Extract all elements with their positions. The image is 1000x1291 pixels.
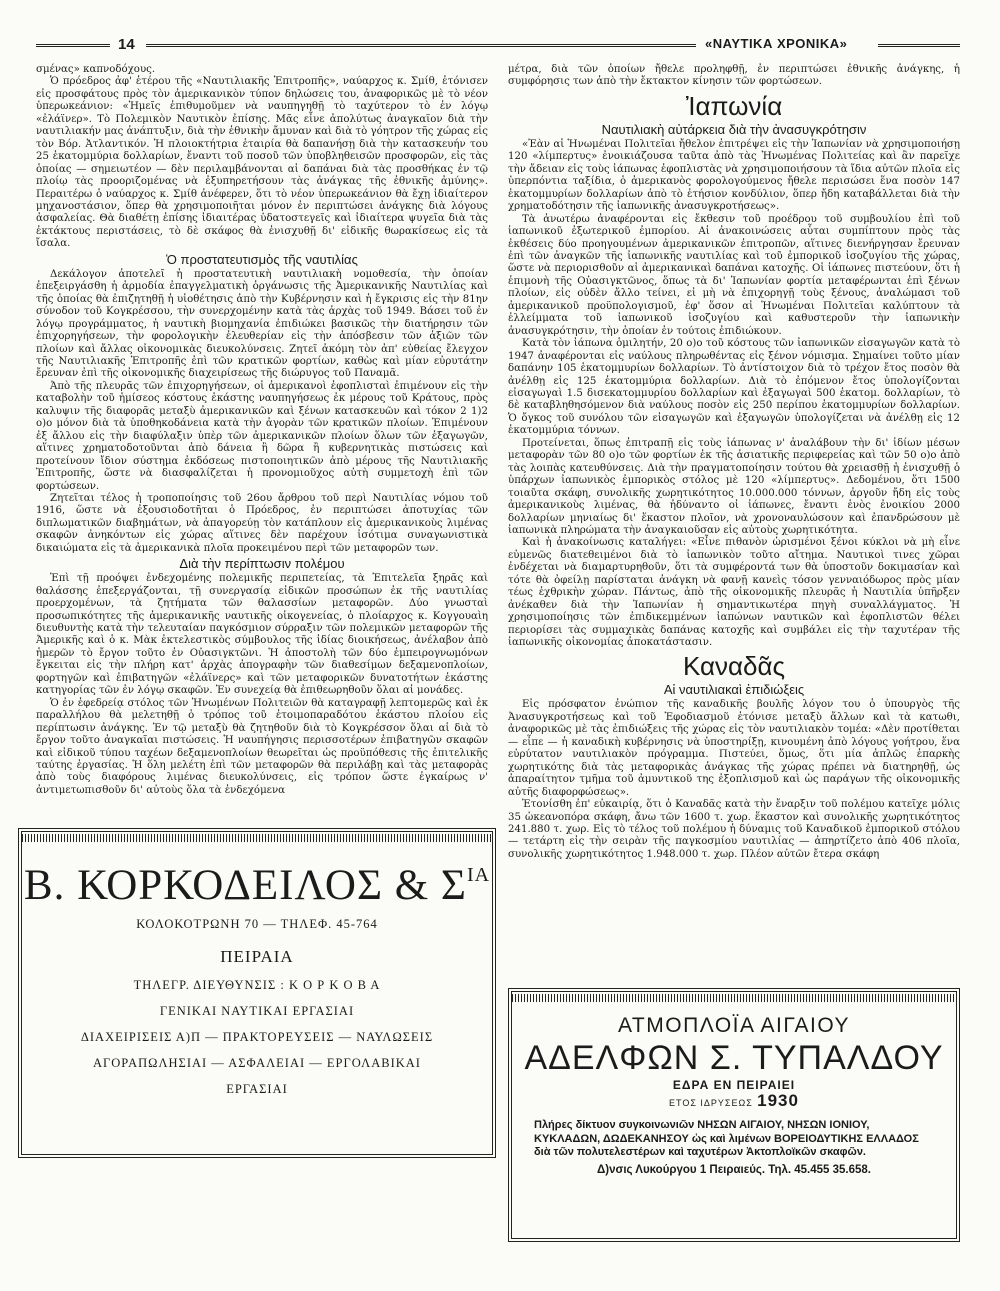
paragraph: Καὶ ἡ ἀνακοίνωσις καταλήγει: «Εἶνε πιθανὸν ὡρισμένοι ξένοι κύκλοι νὰ μὴ εἶνε εὐμενῶς διατεθειμένοι διὰ τὸ ἰαπωνικὸν τοῦτο αἴτημα. Ναυτικοὶ τινες χῶραι ἐνδέχεται νὰ διαμαρτυρηθοῦν, ὅτι τὰ συμφέροντά των θὰ ὑποστοῦν δοκιμασίαν καὶ τότε θὰ ὀφείλῃ παρίσταται ἀνάγκη νὰ φανῇ κανεὶς τόσον γενναιόδωρος πρὸς μίαν τέως ἐχθρικὴν χώραν. Πάντως, ἀπὸ τῆς οἰκονομικῆς πλευρᾶς ἡ Ναυτιλία ὑπῆρξεν ἀνέκαθεν διὰ τὴν Ἰαπωνίαν ἡ σημαντικωτέρα πηγὴ συναλλάγματος. Ἡ χρησιμοποίησις τῶν ἐπιδικεμμένων ἰαπώνων ναυτικῶν καὶ ἐφοπλιστῶν θέλει περιορίσει τὰς συμμαχικὰς δαπάνας κατοχῆς καὶ συμβάλει εἰς τὴν ταχυτέραν τῆς ἰαπωνικῆς οἰκονομίας ἀποκατάστασιν.	[508, 537, 960, 649]
paragraph: Εἰς πρόσφατον ἐνώπιον τῆς καναδικῆς βουλῆς λόγον του ὁ ὑπουργὸς τῆς Ἀνασυγκροτήσεως καὶ τοῦ Ἐφοδιασμοῦ ἐτόνισε μεταξὺ ἄλλων καὶ τὰ κατωθι, ἀναφορικῶς μὲ τὰς ἐπιδιώξεις τῆς χώρας εἰς τὸν ναυτιλιακὸν τομέα: «Δὲν προτίθεται — εἶπε — ἡ καναδικὴ κυβέρνησις νὰ ὑποστηρίξῃ, κινουμένη ἀπὸ λόγους γοήτρου, ἕνα εὐρύτατον ναυτιλιακὸν πρόγραμμα. Πιστεύει, ὅμως, ὅτι μία ἁπλῶς ἐπαρκὴς χωρητικότης διὰ τὰς μεταφορικὰς ἀνάγκας τῆς χώρας πρέπει νὰ διατηρηθῇ, ὡς ἀπαραίτητον τμῆμα τοῦ ἀμυντικοῦ της ἐξοπλισμοῦ καὶ ὡς παράγων τῆς οἰκονομικῆς αὐτῆς διαφορφώσεως».	[508, 699, 960, 798]
section-title-canada: Καναδᾶς	[682, 651, 786, 682]
paragraph: Ἐπὶ τῇ προόψει ἐνδεχομένης πολεμικῆς περιπετείας, τὰ Ἐπιτελεῖα ξηρᾶς καὶ θαλάσσης ἐπεξεργάζονται, τῇ συνεργασίᾳ εἰδικῶν προσώπων ἐκ τῆς ναυτιλίας προερχομένων, τὰ ζητήματα τῶν θαλασσίων μεταφορῶν. Δύο γνωσταὶ προσωπικότητες τῆς ἀμερικανικῆς ναυτικῆς οἰκογενείας, ὁ πλοίαρχος κ. Κογγουαὶη διευθυντὴς κατὰ τὴν τελευταίαν παγκόσμιον σύρραξιν τῶν πολεμικῶν μεταφορῶν τῆς Ἀμερικῆς καὶ ὁ κ. Μὰκ ἐκτελεστικὸς σύμβουλος τῆς ἰδίας διοικήσεως, ἀνέλαβον ἀπὸ ἡμερῶν τὸ ἔργον τοῦτο ἐν Οὐασιγκτῶνι. Ἡ ἀποστολὴ τῶν δύο ἐμπειρογνωμόνων ἔγκειται εἰς τὴν πλήρη κατ' ἀρχὰς ἀπογραφὴν τῶν διαθεσίμων δεξαμενοπλοίων, φορτηγῶν καὶ ἐπιβατηγῶν «ἐλάϊνερς» καὶ τῶν μεταφορικῶν δυνατοτήτων ἑκάστης κατηγορίας τῶν ἐν λόγῳ σκαφῶν. Ἐν συνεχείᾳ θὰ ἐπιθεωρηθοῦν ὅλαι αἱ μονάδες.	[36, 573, 488, 697]
ad-line: ΕΡΓΑΣΙΑΙ	[226, 1082, 288, 1096]
section-heading: Διὰ τὴν περίπτωσιν πολέμου	[179, 556, 345, 572]
paragraph: «Ἐὰν αἱ Ἡνωμέναι Πολιτεῖαι ἤθελον ἐπιτρέψει εἰς τὴν Ἰαπωνίαν νὰ χρησιμοποιήσῃ 120 «λίμπερτυς» ἐνοικιάζουσα ταῦτα ἀπὸ τὰς Ἡνωμένας Πολιτείας καὶ ἂν παρεῖχε τὴν ἄδειαν εἰς τοὺς ἰάπωνας ἐφοπλιστὰς νὰ χρησιμοποιήσουν τὰ ἴδια αὐτῶν πλοῖα εἰς ὑπερπόντια ταξίδια, ὁ ἀμερικανὸς φορολογούμενος ἤθελε περισώσει ἕνα ποσὸν 147 ἑκατομμυρίων δολλαρίων ἀπὸ τὸ ἐτήσιον κονδύλιον, ὅπερ ἤδη καταβάλλεται διὰ τὴν χρηματοδότησιν τῆς ἰαπωνικῆς ἀνασυγκροτήσεως».	[508, 138, 960, 213]
header-rule-left	[36, 44, 110, 47]
left-column	[36, 64, 488, 797]
section-heading: Ὁ προστατευτισμὸς τῆς ναυτιλίας	[166, 251, 358, 267]
section-subtitle: Αἱ ναυτιλιακαὶ ἐπιδιώξεις	[663, 682, 805, 698]
paragraph: σμένας» καπνοδόχους.	[36, 64, 156, 75]
ad-line: ΓΕΝΙΚΑΙ ΝΑΥΤΙΚΑΙ ΕΡΓΑΣΙΑΙ	[159, 1004, 355, 1018]
section-title-japan: Ἰαπωνία	[685, 90, 783, 121]
paragraph: Ἐτονίσθη ἐπ' εὐκαιρίᾳ, ὅτι ὁ Καναδᾶς κατὰ τὴν ἔναρξιν τοῦ πολέμου κατεῖχε μόλις 35 ὠκεανοπόρα σκάφη, ἄνω τῶν 1600 τ. χωρ. ἕκαστον καὶ συνολικῆς χωρητικότητος 241.880 τ. χωρ. Εἰς τὸ τέλος τοῦ πολέμου ἡ δύναμις τοῦ Καναδικοῦ ἐμπορικοῦ στόλου — τετάρτη εἰς τὴν σειρὰν τῆς παγκοσμίου ναυτιλίας — ἀπηρτίζετο ἀπὸ 406 πλοῖα, συνολικῆς χωρητικότητος 1.948.000 τ. χωρ. Πλέον αὐτῶν ἔτερα σκάφη	[508, 799, 960, 860]
masthead: «ΝΑΥΤΙΚΑ ΧΡΟΝΙΚΑ»	[705, 36, 848, 51]
paragraph: Ἀπὸ τῆς πλευρᾶς τῶν ἐπιχορηγήσεων, οἱ ἀμερικανοὶ ἐφοπλισταὶ ἐπιμένουν εἰς τὴν καταβολὴν τοῦ ἡμίσεος κόστους ἑκάστης ναυπηγήσεως ἐκ μέρους τοῦ Κράτους, πρὸς καλυψιν τῆς διαφορᾶς μεταξὺ ἀμερικανικῶν καὶ ξένων κατασκευῶν καὶ τόκον 2 1)2 ο)ο μόνον διὰ τὰ ὑποθηκοδάνεια κατὰ τὴν ἀγορὰν τῶν κρατικῶν πλοίων. Ἐπιμένουν ἐξ ἄλλου εἰς τὴν διαφύλαξιν ὑπὲρ τῶν ἀμερικανικῶν πλοίων ὅλων τῶν ἐξαγωγῶν, αἵτινες χρηματοδοτοῦνται ἀπὸ δάνεια ἢ δῶρα ἢ κυβερνητικὰς πιστώσεις καὶ προτείνουν ἴδιον σύστημα ἐκδόσεως πιστοποιητικῶν ἀπὸ μέρους τῆς Ναυτιλιακῆς Ἐπιτροπῆς, ὥστε νὰ διασφαλίζεται ἡ προνομιοῦχος αὐτὴ συμμετοχὴ ἐπὶ τῶν φορτώσεων.	[36, 380, 488, 492]
ad-line: ΑΓΟΡΑΠΩΛΗΣΙΑΙ — ΑΣΦΑΛΕΙΑΙ — ΕΡΓΟΛΑΒΙΚΑΙ	[93, 1056, 421, 1070]
paragraph: Δεκάλογον ἀποτελεῖ ἡ προστατευτικὴ ναυτιλιακὴ νομοθεσία, τὴν ὁποίαν ἐπεξειργάσθη ἡ ἁρμοδία ἐπαγγελματικὴ ὀργάνωσις τῆς Ἀμερικανικῆς Ναυτιλίας καὶ τῆς ὁποίας θὰ ἐπιζητηθῇ ἡ υἱοθέτησις ἀπὸ τὴν Κυβέρνησιν καὶ ἡ ἔγκρισις εἰς τὴν 81ην σύνοδον τοῦ Κογκρέσσου, τὴν συνερχομένην κατὰ τὰς ἀρχὰς τοῦ 1949. Βάσει τοῦ ἐν λόγῳ προγράμματος, ἡ ναυτικὴ βιομηχανία ἐπιδιώκει βασικῶς τὴν διατήρησιν τῶν ἐπιχορηγήσεων, τὴν φορολογικὴν ἐλευθερίαν εἰς τὴν ἀπόσβεσιν τῶν ἀξιῶν τῶν πλοίων καὶ ἄλλας οἰκονομικὰς διευκολύνσεις. Ζητεῖ ἀκόμη τὸν ἀπ' εὐθείας ἔλεγχον τῆς Ναυτιλιακῆς Ἐπιτροπῆς ἐπὶ τῶν κρατικῶν φορτίων, καθὼς καὶ μίαν εὐρυτάτην ἔρευναν ἐπὶ τῆς οἰκονομικῆς διαχειρίσεως τῆς διώρυγος τοῦ Παναμᾶ.	[36, 268, 488, 380]
ad-address: Δ)νσις Λυκούργου 1 Πειραιεύς. Τηλ. 45.455 35.658.	[596, 1163, 871, 1176]
section-subtitle: Ναυτιλιακὴ αὐτάρκεια διὰ τὴν ἀνασυγκρότησιν	[601, 121, 867, 137]
ad-city: ΠΕΙΡΑΙΑ	[220, 947, 294, 966]
paragraph: Προτείνεται, ὅπως ἐπιτραπῇ εἰς τοὺς ἰάπωνας ν' ἀναλάβουν τὴν δι' ἰδίων μέσων μεταφορὰν τῶν 80 ο)ο τῶν φορτίων ἐκ τῆς ἀσιατικῆς περιφερείας καὶ τῶν 50 ο)ο ἀπὸ τὰς λοιπὰς κατευθύνσεις. Διὰ τὴν πραγματοποίησιν τούτου θὰ χρειασθῇ ἡ ἐνισχυθῇ ὁ ὑπάρχων ἰαπωνικὸς ἐμπορικὸς στόλος μὲ 120 «λίμπερτυς». Δεδομένου, ὅτι 1500 τοιαῦτα σκάφη, συνολικῆς χωρητικότητος 10.000.000 τόννων, ἀργοῦν ἤδη εἰς τοὺς ἀμερικανικοὺς λιμένας, θὰ ἠδύναντο οἱ ἰάπωνες, ἔναντι ἑνὸς ἐνοικίου 2000 δολλαρίων μηνιαίως δι' ἕκαστον πλοῖον, νὰ χρονοναυλώσουν καὶ ἐπανδρώσουν μὲ ἰαπωνικὰ πληρώματα τὴν ἀναγκαιοῦσαν εἰς αὐτοὺς χωρητικότητα.	[508, 437, 960, 536]
paragraph: Ὁ πρόεδρος ἀφ' ἑτέρου τῆς «Ναυτιλιακῆς Ἐπιτροπῆς», ναύαρχος κ. Σμίθ, ἐτόνισεν εἰς προσφάτους πρὸς τὸν ἀμερικανικὸν τύπον δηλώσεις του, ἀναφορικῶς μὲ τὸ νέον ὑπερωκεάνιον: «Ἡμεῖς ἐπιθυμοῦμεν νὰ ναυπηγηθῇ τὸ ταχύτερον τὸ ἐν λόγῳ «ἐλάϊνερ». Τὸ Πολεμικὸν Ναυτικὸν ἐπίσης. Μᾶς εἶνε ἀπολύτως ἀναγκαῖον διὰ τὴν ναυτιλιακήν μας ἀνάπτυξιν, διὰ τὴν ἐθνικὴν ἄμυναν καὶ διὰ τὸ γόητρον τῆς χώρας εἰς τὸν Βόρ. Ἀτλαντικόν. Ἡ πλοιοκτήτρια ἑταιρία θὰ δαπανήσῃ διὰ τὴν κατασκευήν του 25 ἑκατομμύρια δολλαρίων, ἔναντι τοῦ ποσοῦ τῶν ὑποβληθεισῶν προσφορῶν, εἰς τὰς ὁποίας — σημειωτέον — δὲν περιλαμβάνονται αἱ δαπάναι διὰ τὰς προσθήκας ἐν τῷ πλοίῳ τὰς προοριζομένας νὰ ἐξυπηρετήσουν τὰς ἀνάγκας τῆς ἐθνικῆς ἀμύνης». Περαιτέρω ὁ ναύαρχος κ. Σμίθ ἀνέφερεν, ὅτι τὸ νέον ὑπερωκεάνιον θὰ ἔχῃ ἰδιαίτερον μηχανοστάσιον, ὅπερ θὰ χρησιμοποιῆται μόνον ἐν περιπτώσει ἀνάγκης διὰ λόγους ἀσφαλείας. Θὰ διαθέτῃ ἐπίσης ἰδιαιτέρας ὑδατοστεγεῖς καὶ ἰδιαίτερα ψυγεῖα διὰ τὰς ἐκτάκτους περιστάσεις, τὸ δὲ σκάφος θὰ ἐνισχυθῇ δι' εἰδικῆς θωρακίσεως εἰς τὰ ἴσαλα.	[36, 76, 488, 250]
ad-title-line2: ΑΔΕΛΦΩΝ Σ. ΤΥΠΑΛΔΟΥ	[524, 1039, 944, 1077]
ad-line: ΔΙΑΧΕΙΡΙΣΕΙΣ Α)Π — ΠΡΑΚΤΟΡΕΥΣΕΙΣ — ΝΑΥΛΩΣΕΙΣ	[80, 1030, 434, 1044]
ad-border-hatch	[512, 994, 956, 1002]
header-rule-middle	[146, 44, 696, 47]
paragraph: Ὁ ἐν ἐφεδρείᾳ στόλος τῶν Ἡνωμένων Πολιτειῶν θὰ καταγραφῇ λεπτομερῶς καὶ ἐκ παραλλήλου θὰ μελετηθῇ ὁ τρόπος τοῦ ἑτοιμοπαραδότου ἑκάστου πλοίου εἰς περίπτωσιν ἀνάγκης. Ἐν τῷ μεταξὺ θὰ ζητηθοῦν διὰ τὸ Κογκρέσσον ὅλαι αἱ διὰ τὸ ἔργον τοῦτο ἀναγκαῖαι πιστώσεις. Ἡ ναυπήγησις περισσοτέρων ἐπιβατηγῶν σκαφῶν καὶ εἰδικοῦ τύπου ταχέων δεξαμενοπλοίων θεωρεῖται ὡς προϋπόθεσις τῆς ἐπιτελικῆς ταύτης ἐργασίας. Ἡ ὅλη μελέτη ἐπὶ τῶν μεταφορῶν θὰ περιλάβῃ καὶ τὰς μεταφορὰς ἀπὸ τοὺς διαφόρους λιμένας διευκολύνσεις, εἰς τρόπον ὥστε ἐγκαίρως ν' ἀντιμετωπισθοῦν δι' αὐτοὺς ὅλα τὰ ἐνδεχόμενα	[36, 697, 488, 796]
ad-border-hatch	[22, 834, 492, 842]
ad-company-name: Β. ΚΟΡΚΟΔΕΙΛΟΣ & $\Sigma^{IA}$	[23, 862, 491, 909]
right-column	[508, 64, 960, 861]
ad-founded: ΕΤΟΣ ΙΔΡΥΣΕΩΣ 1930	[669, 1091, 799, 1110]
ad-title-line1: ΑΤΜΟΠΛΟΪΑ ΑΙΓΑΙΟΥ	[617, 1014, 851, 1037]
paragraph: Κατὰ τὸν ἰάπωνα ὁμιλητήν, 20 ο)ο τοῦ κόστους τῶν ἰαπωνικῶν εἰσαγωγῶν κατὰ τὸ 1947 ἀναφέρονται εἰς ναύλους πληρωθέντας εἰς ξένον νόμισμα. Σημαίνει τοῦτο μίαν δαπάνην 105 ἑκατομμυρίων δολλαρίων. Τὸ ἀντίστοιχον διὰ τὸ τρέχον ἔτος ποσὸν θὰ ἀνέλθῃ εἰς 125 ἑκατομμύρια δολλαρίων. Διὰ τὸ ἐπόμενον ἔτος ὑπολογίζονται εἰσαγωγαὶ 1.5 δισεκατομμυρίου δολλαρίων καὶ ἐξαγωγαὶ 500 ἑκατομ. δολλαρίων, τὸ δὲ καταβληθησόμενον διὰ ναύλους ποσὸν εἰς 250 περίπου ἑκατομμυρίων δολλαρίων. Ὁ ὄγκος τοῦ συνόλου τῶν εἰσαγωγῶν καὶ ἐξαγωγῶν ὑπολογίζεται νὰ ἀνέλθῃ εἰς 12 ἑκατομμύρια τόννων.	[508, 338, 960, 437]
paragraph: Ζητεῖται τέλος ἡ τροποποίησις τοῦ 26ου ἄρθρου τοῦ περὶ Ναυτιλίας νόμου τοῦ 1916, ὥστε νὰ ἐξουσιοδοτῆται ὁ Πρόεδρος, ἐν περιπτώσει ἀποτυχίας τῶν διπλωματικῶν διαβημάτων, νὰ ἀπαγορεύῃ τὸν κατάπλουν εἰς ἀμερικανικοὺς λιμένας σκαφῶν ἀνηκόντων εἰς χώρας αἵτινες δὲν παρέχουν ἰσότιμα συναγωνιστικὰ δικαιώματα εἰς τὰ ἀμερικανικὰ πλοῖα προκειμένου περὶ τῶν μεταφορῶν των.	[36, 492, 488, 554]
page-number: 14	[118, 36, 135, 53]
ad-address: ΚΟΛΟΚΟΤΡΩΝΗ 70 — ΤΗΛΕΦ. 45-764	[136, 917, 378, 931]
advertisement-korkodeilos	[18, 828, 496, 1158]
paragraph: μέτρα, διὰ τῶν ὁποίων ἤθελε προληφθῇ, ἐν περιπτώσει ἐθνικῆς ἀνάγκης, ἡ συμφόρησις των ἀπὸ τὴν ἔκτακτον κίνησιν τῶν φορτώσεων.	[508, 64, 960, 88]
paragraph: Τὰ ἀνωτέρω ἀναφέρονται εἰς ἔκθεσιν τοῦ προέδρου τοῦ συμβουλίου ἐπὶ τοῦ ἰαπωνικοῦ ἐξωτερικοῦ ἐμπορίου. Αἱ ἀνακοινώσεις αὗται συμπίπτουν πρὸς τὰς ἐκθέσεις δύο προηγουμένων ἀμερικανικῶν ἐπιτροπῶν, αἵτινες διενήργησαν ἔρευναν ἐπὶ τῶν ἀναγκῶν τῆς ἰαπωνικῆς ναυτιλίας καὶ τοῦ ἐμπορικοῦ ἰσοζυγίου τῆς χώρας, ὥστε νὰ περιορισθοῦν αἱ ἀμερικανικαὶ δαπάναι κατοχῆς. Οἱ ἰάπωνες πιστεύουν, ὅτι ἡ ἐπιμονὴ τῆς Οὐασιγκτῶνος, ὅπως τὰ δι' Ἰαπωνίαν φορτία μεταφέρωνται ἐπὶ ξένων πλοίων, εἰς οὐδὲν ἄλλο τείνει, εἰ μὴ νὰ ἐπιχορηγῇ τοὺς ξένους, ἀναλώμασι τοῦ ἀμερικανικοῦ προϋπολογισμοῦ, ἐφ' ὅσον αἱ Ἡνωμέναι Πολιτεῖαι καλύπτουν τὰ ἐλλείμματα τοῦ ἰαπωνικοῦ ἰσοζυγίου καὶ καθυστεροῦν τὴν ἰαπωνικὴν ἀνασυγκρότησιν, τὴν ὁποίαν ἐν τούτοις ἐπιδιώκουν.	[508, 213, 960, 337]
page-header	[36, 34, 960, 58]
ad-telegraph: ΤΗΛΕΓΡ. ΔΙΕΥΘΥΝΣΙΣ : Κ Ο Ρ Κ Ο Β Α	[133, 978, 381, 992]
ad-body-text: Πλήρες δίκτυον συγκοινωνιῶν ΝΗΣΩΝ ΑΙΓΑΙΟΥ, ΝΗΣΩΝ ΙΟΝΙΟΥ, ΚΥΚΛΑΔΩΝ, ΔΩΔΕΚΑΝΗΣΟΥ ὡς καὶ λιμένων ΒΟΡΕΙΟΔΥΤΙΚΗΣ ΕΛΛΑΔΟΣ διὰ τῶν πολυτελεστέρων καὶ ταχυτέρων Ἀκτοπλοϊκῶν σκαφῶν.	[534, 1119, 919, 1158]
advertisement-typaldou	[508, 988, 960, 1242]
ad-seat: ΕΔΡΑ ΕΝ ΠΕΙΡΑΙΕΙ	[672, 1078, 796, 1092]
header-rule-right	[878, 44, 960, 47]
